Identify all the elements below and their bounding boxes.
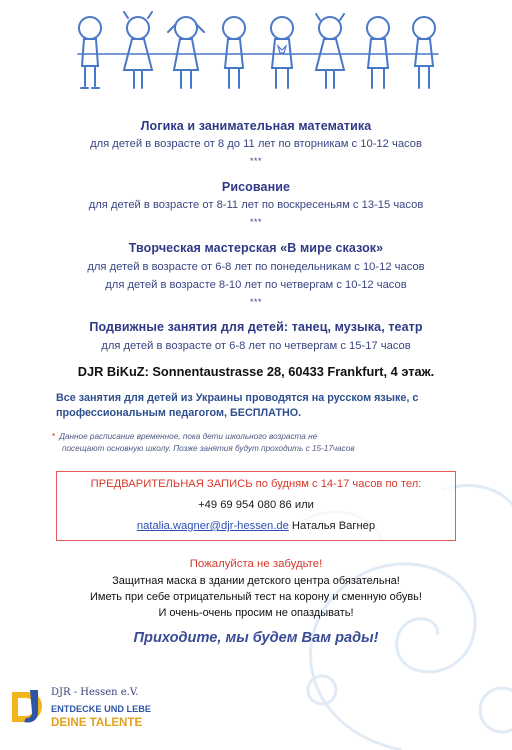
course-title: Логика и занимательная математика (140, 119, 372, 133)
registration-heading: ПРЕДВАРИТЕЛЬНАЯ ЗАПИСЬ по будням с 14-17 часов по тел: (90, 478, 422, 490)
reminder-line: Иметь при себе отрицательный тест на корону и сменную обувь! (90, 591, 422, 603)
course-title: Подвижные занятия для детей: танец, музыка, театр (89, 320, 423, 334)
welcome-message: Приходите, мы будем Вам рады! (133, 630, 379, 646)
course-title: Рисование (221, 180, 291, 194)
separator: *** (249, 156, 262, 166)
reminder-line: Защитная маска в здании детского центра обязательна! (112, 575, 400, 587)
asterisk: * (52, 432, 56, 441)
course-title: Творческая мастерская «В мире сказок» (128, 241, 384, 255)
email-contact (57, 520, 455, 532)
note-line: Все занятия для детей из Украины проводятся на русском языке, с (56, 392, 419, 404)
slogan-line: DEINE TALENTE (51, 716, 143, 729)
course-schedule: для детей в возрасте от 8-11 лет по воскресеньям с 13-15 часов (88, 199, 424, 211)
email-link[interactable]: natalia.wagner@djr-hessen.de (136, 520, 289, 532)
course-schedule: для детей в возрасте 8-10 лет по четвергам с 10-12 часов (105, 279, 407, 291)
reminder-line: И очень-очень просим не опаздывать! (158, 607, 354, 619)
slogan-line: ENTDECKE UND LEBE (51, 704, 152, 714)
reminder-heading: Пожалуйста не забудьте! (189, 558, 323, 570)
children-holding-hands-illustration (68, 8, 448, 104)
disclaimer-line: Данное расписание временное, пока дети школьного возраста не (59, 432, 318, 441)
course-schedule: для детей в возрасте от 6-8 лет по понедельникам с 10-12 часов (87, 261, 425, 273)
separator: *** (249, 217, 262, 227)
phone-number[interactable]: +49 69 954 080 86 или (198, 499, 314, 511)
schedule-disclaimer (52, 431, 452, 455)
course-schedule: для детей в возрасте от 6-8 лет по четвергам с 15-17 часов (101, 340, 411, 352)
registration-box (56, 471, 456, 541)
course-schedule: для детей в возрасте от 8 до 11 лет по вторникам с 10-12 часов (90, 138, 422, 150)
separator: *** (249, 297, 262, 307)
disclaimer-line: посещают основную школу. Позже занятия будут проходить с 15-17часов (62, 444, 355, 453)
address: DJR BiKuZ: Sonnentaustrasse 28, 60433 Frankfurt, 4 этаж. (77, 364, 435, 379)
org-name: DJR - Hessen e.V. (51, 687, 139, 698)
djr-logo (8, 686, 48, 726)
note-line: профессиональным педагогом, БЕСПЛАТНО. (56, 407, 302, 419)
free-classes-note (56, 391, 476, 421)
contact-name: Наталья Вагнер (291, 520, 376, 532)
